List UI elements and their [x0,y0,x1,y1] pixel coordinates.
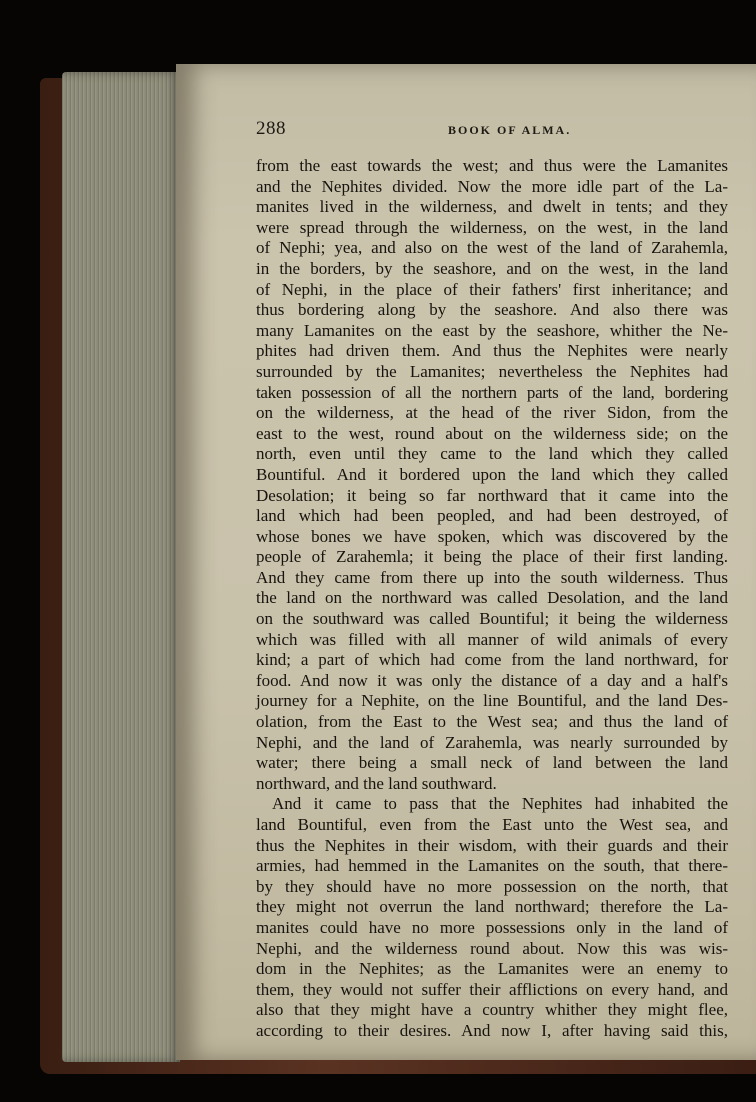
text-line: east to the west, round about on the wilderness side; on the [256,423,728,443]
text-line: Desolation; it being so far northward that it came into the [256,485,728,505]
text-line: on the southward was called Bountiful; it being the wilderness [256,609,728,629]
text-line: many Lamanites on the east by the seashore, whither the Ne- [256,320,728,340]
text-line: Bountiful. And it bordered upon the land which they called [256,464,728,484]
text-line: land which had been peopled, and had been destroyed, of [256,506,728,526]
text-line: olation, from the East to the West sea; and thus the land of [256,712,728,732]
text-line: north, even until they came to the land which they called [256,444,728,464]
text-line: manites lived in the wilderness, and dwelt in tents; and they [256,197,728,217]
text-line: taken possession of all the northern parts of the land, bordering [256,382,728,402]
text-line: also that they might have a country whither they might flee, [256,1000,728,1020]
text-line: And it came to pass that the Nephites had inhabited the [272,794,728,814]
text-line: the land on the northward was called Desolation, and the land [256,588,728,608]
text-line: northward, and the land southward. [256,773,497,793]
text-line: them, they would not suffer their afflictions on every hand, and [256,979,728,999]
text-line: kind; a part of which had come from the land northward, for [256,650,728,670]
text-line: whose bones we have spoken, which was discovered by the [256,526,728,546]
text-line: in the borders, by the seashore, and on the west, in the land [256,258,728,278]
page-edges [62,72,180,1062]
text-line: And they came from there up into the south wilderness. Thus [256,567,728,587]
text-line: Nephi, and the land of Zarahemla, was nearly surrounded by [256,732,728,752]
text-block [256,156,728,1042]
paragraph-2 [256,794,728,1041]
text-line: of Nephi, in the place of their fathers' first inheritance; and [256,279,728,299]
text-line: manites could have no more possessions only in the land of [256,917,728,937]
text-line: Nephi, and the wilderness round about. Now this was wis- [256,938,728,958]
text-line: dom in the Nephites; as the Lamanites were an enemy to [256,959,728,979]
text-line: surrounded by the Lamanites; nevertheless the Nephites had [256,361,728,381]
text-line: journey for a Nephite, on the line Bountiful, and the land Des- [256,691,728,711]
text-line: of Nephi; yea, and also on the west of the land of Zarahemla, [256,238,728,258]
text-line: by they should have no more possession on the north, that [256,876,728,896]
page-number: 288 [256,118,286,139]
text-line: phites had driven them. And thus the Nephites were nearly [256,341,728,361]
running-head [256,118,756,140]
paragraph-1 [256,156,728,794]
text-line: land Bountiful, even from the East unto the West sea, and [256,815,728,834]
text-line: water; there being a small neck of land between the land [256,753,728,773]
text-line: which was filled with all manner of wild animals of every [256,629,728,649]
text-line: they might not overrun the land northward; therefore the La- [256,897,728,917]
text-line: thus the Nephites in their wisdom, with their guards and their [256,835,728,855]
book-title: BOOK OF ALMA. [448,123,572,137]
text-line: and the Nephites divided. Now the more idle part of the La- [256,176,728,196]
text-line: according to their desires. And now I, after having said this, [256,1020,728,1040]
text-line: people of Zarahemla; it being the place of their first landing. [256,547,728,567]
text-line: thus bordering along by the seashore. And also there was [256,300,728,320]
text-line: food. And now it was only the distance of a day and a half's [256,670,728,690]
text-line: on the wilderness, at the head of the river Sidon, from the [256,403,728,423]
text-line: armies, had hemmed in the Lamanites on the south, that there- [256,856,728,876]
text-line: were spread through the wilderness, on the west, in the land [256,217,728,237]
text-line: from the east towards the west; and thus were the Lamanites [256,156,728,175]
